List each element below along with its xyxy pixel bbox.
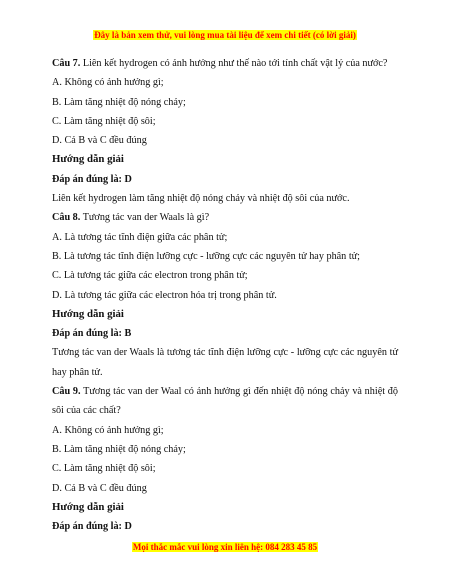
option-d: D. Cả B và C đều đúng	[52, 135, 147, 147]
solution-heading: Hướng dẫn giải	[52, 153, 124, 166]
question-text: Tương tác van der Waal có ảnh hưởng gì đến nhiệt độ nóng chảy và nhiệt độ sôi của các chất?	[52, 386, 398, 417]
preview-notice-banner	[0, 25, 450, 43]
correct-answer: Đáp án đúng là: B	[52, 328, 132, 340]
option-b: B. Làm tăng nhiệt độ nóng chảy;	[52, 443, 186, 455]
preview-notice-text: Đây là bản xem thử, vui lòng mua tài liệu để xem chi tiết (có lời giải)	[94, 30, 356, 40]
question-label: Câu 7.	[52, 58, 81, 69]
option-a: A. Không có ảnh hưởng gì;	[52, 77, 164, 89]
question-8	[52, 208, 398, 227]
option-b: B. Là tương tác tĩnh điện lưỡng cực - lưỡng cực các nguyên tử hay phân tử;	[52, 250, 361, 262]
question-7	[52, 54, 398, 73]
option-c: C. Làm tăng nhiệt độ sôi;	[52, 115, 156, 127]
question-label: Câu 9.	[52, 386, 81, 398]
correct-answer: Đáp án đúng là: D	[52, 173, 132, 185]
option-d: D. Cả B và C đều đúng	[52, 482, 147, 494]
document-body	[52, 54, 398, 536]
option-a: A. Không có ảnh hưởng gì;	[52, 424, 164, 436]
contact-notice-text: Mọi thắc mắc vui lòng xin liên hệ: 084 283 45 85	[132, 542, 318, 552]
question-9	[52, 382, 398, 421]
option-c: C. Là tương tác giữa các electron trong phân tử;	[52, 270, 248, 282]
solution-heading: Hướng dẫn giải	[52, 307, 124, 320]
option-c: C. Làm tăng nhiệt độ sôi;	[52, 463, 156, 475]
question-text: Tương tác van der Waals là gì?	[82, 212, 210, 224]
explanation: Liên kết hydrogen làm tăng nhiệt độ nóng chảy và nhiệt độ sôi của nước.	[52, 193, 350, 205]
option-d: D. Là tương tác giữa các electron hóa trị trong phân tử.	[52, 289, 277, 301]
question-label: Câu 8.	[52, 212, 81, 224]
question-text: Liên kết hydrogen có ảnh hưởng như thế nào tới tính chất vật lý của nước?	[82, 58, 388, 69]
correct-answer: Đáp án đúng là: D	[52, 521, 132, 533]
option-a: A. Là tương tác tĩnh điện giữa các phân tử;	[52, 231, 228, 243]
contact-notice-banner	[0, 537, 450, 555]
explanation: Tương tác van der Waals là tương tác tĩnh điện lưỡng cực - lưỡng cực các nguyên tử hay phân tử.	[52, 347, 398, 378]
solution-heading: Hướng dẫn giải	[52, 500, 124, 513]
option-b: B. Làm tăng nhiệt độ nóng chảy;	[52, 96, 186, 108]
